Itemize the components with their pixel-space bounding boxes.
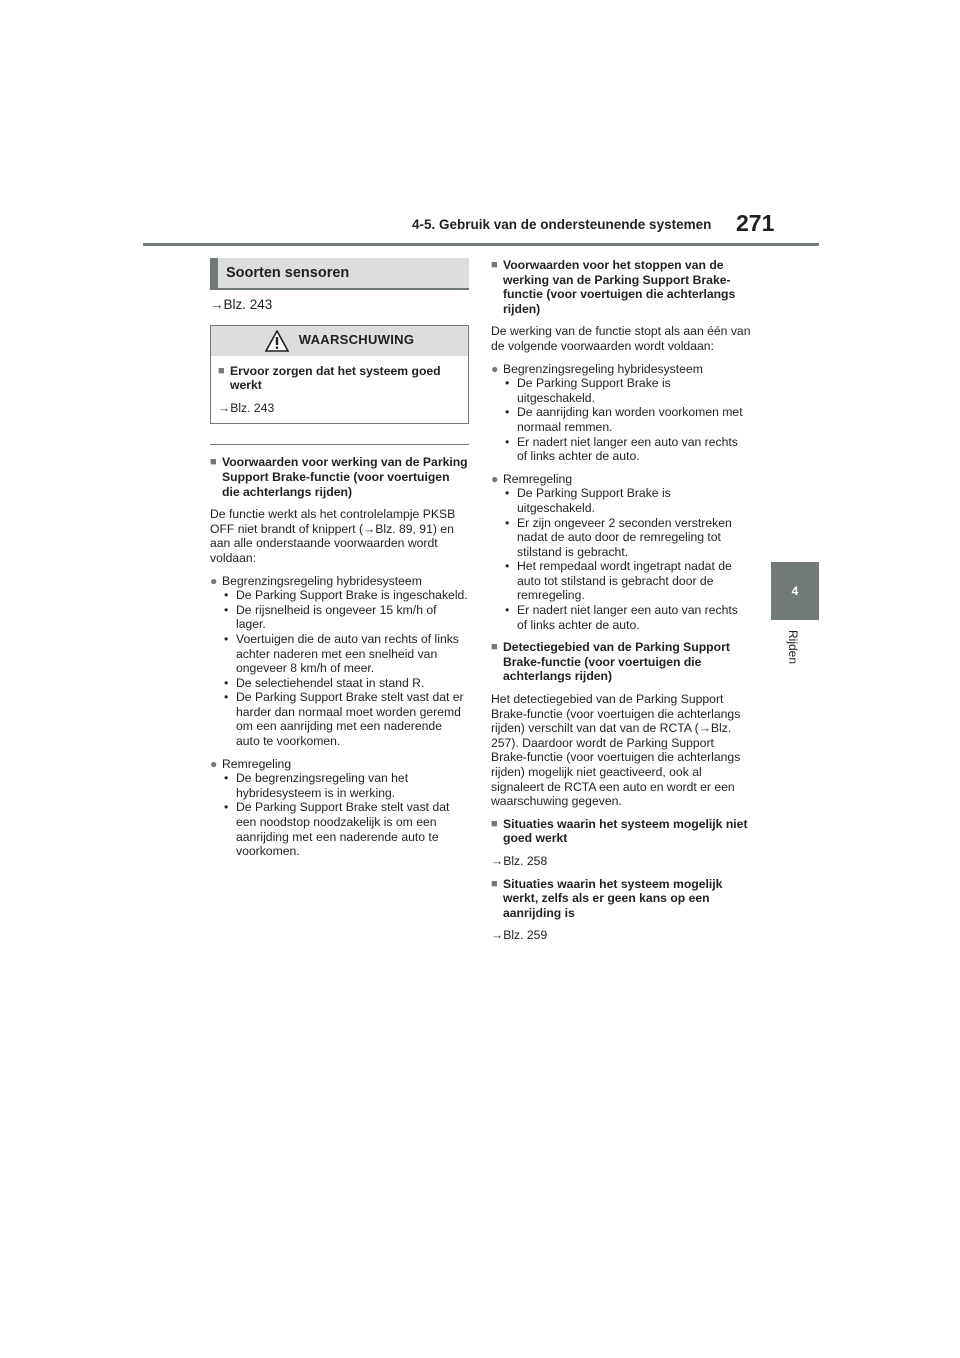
bullet-list [222, 771, 469, 859]
bullet-list [222, 588, 469, 749]
list-item: • Er nadert niet langer een auto van rechts of links achter de auto. [503, 435, 751, 464]
page-reference[interactable]: →Blz. 258 [491, 853, 548, 868]
list-item: • De Parking Support Brake is uitgeschakeld. [503, 376, 751, 405]
list-item: • Het rempedaal wordt ingetrapt nadat de auto tot stilstand is gebracht door de remregeling. [503, 559, 751, 603]
condition-group [210, 574, 469, 749]
subsection-heading [491, 258, 751, 316]
square-bullet-icon: ■ [218, 364, 225, 377]
page-reference[interactable]: →Blz. 259 [491, 928, 548, 943]
left-column [210, 258, 469, 859]
condition-group-title: Begrenzingsregeling hybridesysteem [503, 361, 703, 376]
subsection-heading-text: Situaties waarin het systeem mogelijk niet goed werkt [503, 816, 748, 846]
warning-body [211, 356, 468, 424]
circle-bullet-icon: ● [210, 756, 218, 771]
page-header-title: 4-5. Gebruik van de ondersteunende systemen [412, 217, 712, 232]
condition-group-title: Remregeling [222, 756, 292, 771]
paragraph: De werking van de functie stopt als aan één van de volgende voorwaarden wordt voldaan: [491, 324, 751, 353]
section-heading-text: Soorten sensoren [226, 264, 350, 281]
warning-box [210, 325, 469, 425]
condition-group-title: Remregeling [503, 471, 573, 486]
subsection-heading [210, 455, 469, 499]
right-column [491, 258, 751, 943]
list-item: • Er zijn ongeveer 2 seconden verstreken nadat de auto door de remregeling tot stilstand is gebracht. [503, 516, 751, 560]
warning-title: WAARSCHUWING [298, 332, 415, 348]
subsection-heading-text: Situaties waarin het systeem mogelijk werkt, zelfs als er geen kans op een aanrijding is [503, 876, 723, 920]
condition-group [491, 472, 751, 633]
bullet-list [503, 486, 751, 632]
list-item: • Er nadert niet langer een auto van rechts of links achter de auto. [503, 603, 751, 632]
section-heading [210, 258, 469, 290]
square-bullet-icon: ■ [491, 817, 498, 830]
subsection-heading-text: Voorwaarden voor werking van de Parking Support Brake-functie (voor voertuigen die achterlangs rijden) [222, 455, 468, 499]
page-number: 271 [736, 210, 775, 236]
list-item: • De Parking Support Brake stelt vast dat er harder dan normaal moet worden geremd om een aanrijding met een naderende auto te voorkomen. [222, 690, 469, 748]
condition-group-title: Begrenzingsregeling hybridesysteem [222, 573, 422, 588]
condition-group [210, 757, 469, 859]
circle-bullet-icon: ● [210, 573, 218, 588]
circle-bullet-icon: ● [491, 361, 499, 376]
subsection-heading [491, 817, 751, 846]
warning-item-heading-text: Ervoor zorgen dat het systeem goed werkt [230, 363, 441, 393]
list-item: • De Parking Support Brake is uitgeschakeld. [503, 486, 751, 515]
warning-triangle-icon [265, 330, 289, 352]
condition-group [491, 362, 751, 464]
chapter-tab[interactable]: 4 [771, 562, 819, 620]
square-bullet-icon: ■ [491, 259, 498, 271]
list-item: • Voertuigen die de auto van rechts of links achter naderen met een snelheid van ongeveer 8 km/h of meer. [222, 632, 469, 676]
paragraph: Het detectiegebied van de Parking Support Brake-functie (voor voertuigen die achterlangs rijden) verschilt van dat van de RCTA (→Blz. 257). Daardoor wordt de Parking Support Brake-functie (voor voertuigen die achterlangs rijden) mogelijk niet geactiveerd, ook al signaleert de RCTA een auto en wordt er een waarschuwing gegeven. [491, 692, 741, 809]
separator [210, 444, 469, 445]
list-item: • De selectiehendel staat in stand R. [222, 676, 469, 691]
list-item: • De Parking Support Brake stelt vast dat een noodstop noodzakelijk is om een aanrijding met een naderende auto te voorkomen. [222, 800, 469, 858]
circle-bullet-icon: ● [491, 471, 499, 486]
square-bullet-icon: ■ [491, 641, 498, 654]
subsection-heading [491, 877, 751, 921]
list-item: • De Parking Support Brake is ingeschakeld. [222, 588, 469, 603]
page-reference[interactable]: →Blz. 243 [210, 297, 273, 312]
subsection-heading [491, 640, 751, 684]
warning-header [211, 326, 468, 356]
list-item: • De begrenzingsregeling van het hybridesysteem is in werking. [222, 771, 469, 800]
square-bullet-icon: ■ [491, 877, 498, 890]
square-bullet-icon: ■ [210, 456, 217, 469]
warning-item-reference[interactable]: →Blz. 243 [218, 400, 275, 415]
warning-item-heading [218, 364, 460, 393]
chapter-label: Rijden [786, 630, 800, 665]
list-item: • De aanrijding kan worden voorkomen met normaal remmen. [503, 405, 751, 434]
subsection-heading-text: Detectiegebied van de Parking Support Brake-functie (voor voertuigen die achterlangs rijden) [503, 640, 730, 684]
bullet-list [503, 376, 751, 464]
list-item: • De rijsnelheid is ongeveer 15 km/h of lager. [222, 603, 469, 632]
header-rule [143, 243, 819, 246]
paragraph: De functie werkt als het controlelampje PKSB OFF niet brandt of knippert (→Blz. 89, 91) en aan alle onderstaande voorwaarden wordt voldaan: [210, 507, 456, 565]
subsection-heading-text: Voorwaarden voor het stoppen van de werking van de Parking Support Brake-functie (voor voertuigen die achterlangs rijden) [503, 258, 736, 316]
